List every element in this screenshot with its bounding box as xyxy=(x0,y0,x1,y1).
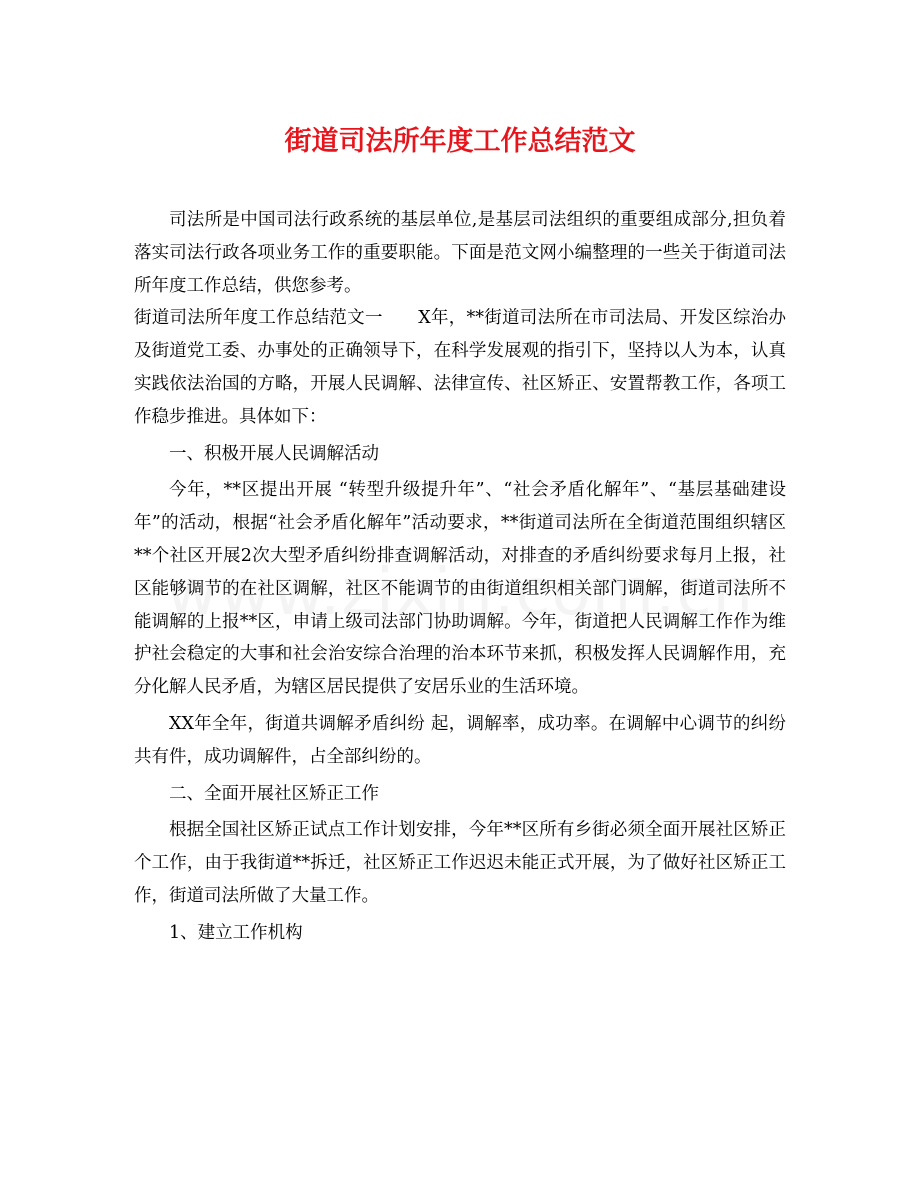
sample-one-paragraph: 街道司法所年度工作总结范文一 X年，**街道司法所在市司法局、开发区综治办及街道党工委、办事处的正确领导下，在科学发展观的指引下，坚持以人为本，认真实践依法治国的方略，开展人民调解、法律宣传、社区矫正、安置帮教工作，各项工作稳步推进。具体如下： xyxy=(134,308,786,427)
correction-paragraph: 根据全国社区矫正试点工作计划安排，今年**区所有乡街必须全面开展社区矫正个工作，由于我街道**拆迁，社区矫正工作迟迟未能正式开展，为了做好社区矫正工作，街道司法所做了大量工作。 xyxy=(134,820,786,906)
mediation-paragraph: 今年，**区提出开展 “转型升级提升年”、“社会矛盾化解年”、“基层基础建设年”的活动，根据“社会矛盾化解年”活动要求，**街道司法所在全街道范围组织辖区**个社区开展2次大型矛盾纠纷排查调解活动，对排查的矛盾纠纷要求每月上报，社区能够调节的在社区调解，社区不能调节的由街道组织相关部门调解，街道司法所不能调解的上报**区，申请上级司法部门协助调解。今年，街道把人民调解工作作为维护社会稳定的大事和社会治安综合治理的治本环节来抓，积极发挥人民调解作用，充分化解人民矛盾，为辖区居民提供了安居乐业的生活环境。 xyxy=(134,480,786,698)
intro-paragraph: 司法所是中国司法行政系统的基层单位,是基层司法组织的重要组成部分,担负着落实司法行政各项业务工作的重要职能。下面是范文网小编整理的一些关于街道司法所年度工作总结，供您参考。 xyxy=(134,210,786,296)
mediation-stats-paragraph: XX年全年，街道共调解矛盾纠纷 起，调解率，成功率。在调解中心调节的纠纷共有件，成功调解件，占全部纠纷的。 xyxy=(134,713,786,767)
document-body xyxy=(134,204,786,950)
document-title: 街道司法所年度工作总结范文 xyxy=(284,126,636,157)
subsection-heading-1: 1、建立工作机构 xyxy=(169,922,303,943)
section-heading-2: 二、全面开展社区矫正工作 xyxy=(169,783,379,804)
section-heading-1: 一、积极开展人民调解活动 xyxy=(169,443,379,464)
